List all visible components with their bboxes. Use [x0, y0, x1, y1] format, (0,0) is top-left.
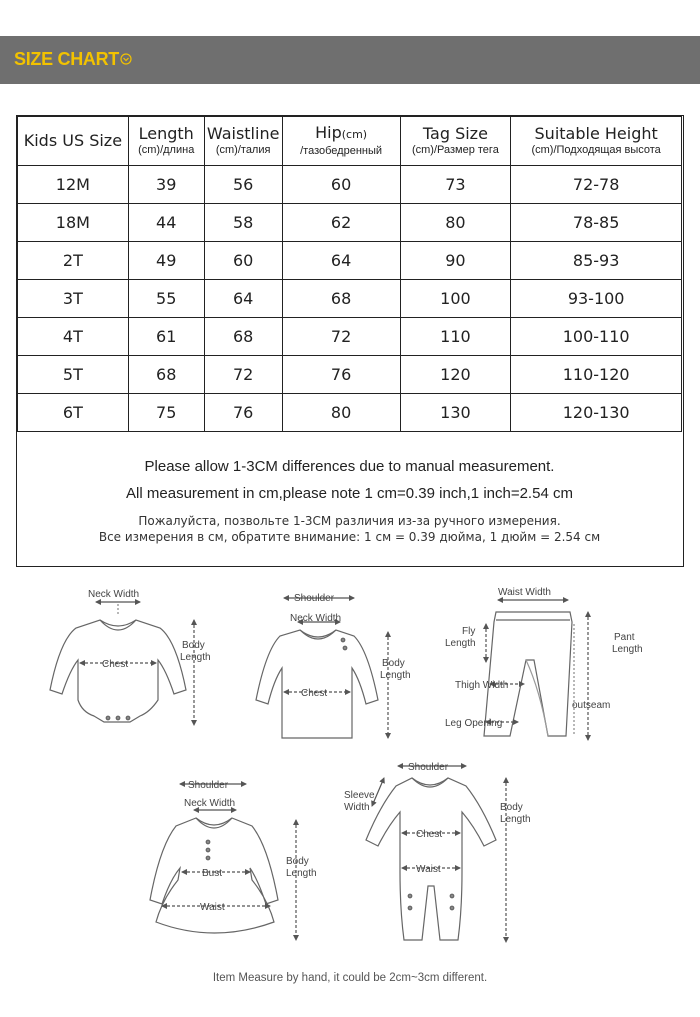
header-length: Length (cm)/длина	[128, 117, 204, 166]
pants-leg-label: Leg Opening	[445, 718, 503, 729]
cell-size: 18M	[18, 204, 129, 242]
cell-length: 75	[128, 394, 204, 432]
cell-length: 68	[128, 356, 204, 394]
romper-body-label: Body	[500, 802, 523, 813]
cell-size: 3T	[18, 280, 129, 318]
header-size: Kids US Size	[18, 117, 129, 166]
shirt-body-label: Body	[382, 658, 405, 669]
note-line-1: Please allow 1-3CM differences due to manual measurement.	[144, 458, 555, 475]
dress-waist-label: Waist	[200, 902, 225, 913]
cell-tag: 73	[400, 166, 511, 204]
cell-length: 55	[128, 280, 204, 318]
cell-waist: 76	[204, 394, 282, 432]
cell-height: 78-85	[511, 204, 682, 242]
bodysuit-neck-label: Neck Width	[88, 589, 140, 600]
pants-fly-label: Fly	[462, 626, 476, 637]
romper-waist-label: Waist	[416, 864, 441, 875]
cell-height: 85-93	[511, 242, 682, 280]
cell-tag: 110	[400, 318, 511, 356]
romper-sleeve-label: Sleeve	[344, 790, 375, 801]
pants-pant-label: Pant	[614, 632, 635, 643]
cell-hip: 64	[282, 242, 400, 280]
bodysuit-chest-label: Chest	[102, 659, 129, 670]
header-tag-size: Tag Size (cm)/Размер тега	[400, 117, 511, 166]
header-title: SIZE CHART	[14, 49, 120, 69]
romper-length-label: Length	[500, 814, 531, 825]
cell-hip: 76	[282, 356, 400, 394]
note-line-3: Пожалуйста, позвольте 1-3CM различия из-за ручного измерения.	[138, 514, 561, 528]
cell-length: 39	[128, 166, 204, 204]
cell-height: 110-120	[511, 356, 682, 394]
cell-hip: 62	[282, 204, 400, 242]
cell-waist: 58	[204, 204, 282, 242]
shirt-chest-label: Chest	[301, 688, 328, 699]
cell-waist: 72	[204, 356, 282, 394]
bodysuit-body-label: Body	[182, 640, 205, 651]
cell-waist: 60	[204, 242, 282, 280]
dress-neck-label: Neck Width	[184, 798, 236, 809]
bodysuit-length-label: Length	[180, 652, 211, 663]
cell-tag: 80	[400, 204, 511, 242]
note-line-2: All measurement in cm,please note 1 cm=0.39 inch,1 inch=2.54 cm	[126, 485, 573, 502]
romper-diagram	[366, 766, 506, 942]
cell-size: 6T	[18, 394, 129, 432]
shirt-neck-label: Neck Width	[290, 613, 342, 624]
pants-thigh-label: Thigh Width	[455, 680, 509, 691]
romper-chest-label: Chest	[416, 829, 443, 840]
cell-height: 72-78	[511, 166, 682, 204]
pants-outseam-label: outseam	[572, 700, 611, 711]
cell-size: 4T	[18, 318, 129, 356]
romper-shoulder-label: Shoulder	[408, 762, 449, 773]
header-waistline: Waistline (cm)/талия	[204, 117, 282, 166]
cell-tag: 90	[400, 242, 511, 280]
romper-sleeve-width-label: Width	[344, 802, 370, 813]
pants-fly-length-label: Length	[445, 638, 476, 649]
pants-pant-length-label: Length	[612, 644, 643, 655]
cell-waist: 64	[204, 280, 282, 318]
cell-tag: 130	[400, 394, 511, 432]
cell-size: 5T	[18, 356, 129, 394]
dress-body-label: Body	[286, 856, 309, 867]
cell-hip: 68	[282, 280, 400, 318]
dress-bust-label: Bust	[202, 868, 223, 879]
cell-waist: 68	[204, 318, 282, 356]
cell-hip: 60	[282, 166, 400, 204]
dress-shoulder-label: Shoulder	[188, 780, 229, 791]
cell-length: 61	[128, 318, 204, 356]
dress-length-label: Length	[286, 868, 317, 879]
cell-waist: 56	[204, 166, 282, 204]
cell-height: 120-130	[511, 394, 682, 432]
cell-hip: 72	[282, 318, 400, 356]
note-line-4: Все измерения в см, обратите внимание: 1 см = 0.39 дюйма, 1 дюйм = 2.54 см	[98, 530, 601, 544]
cell-tag: 120	[400, 356, 511, 394]
cell-hip: 80	[282, 394, 400, 432]
cell-height: 100-110	[511, 318, 682, 356]
cell-length: 49	[128, 242, 204, 280]
pants-waist-label: Waist Width	[498, 587, 551, 598]
shirt-length-label: Length	[380, 670, 411, 681]
header-hip: Hip(cm) /тазобедренный	[282, 117, 400, 166]
cell-length: 44	[128, 204, 204, 242]
shirt-shoulder-label: Shoulder	[294, 593, 335, 604]
cell-size: 2T	[18, 242, 129, 280]
footer-note: Item Measure by hand, it could be 2cm~3cm different.	[212, 972, 488, 984]
cell-size: 12M	[18, 166, 129, 204]
cell-height: 93-100	[511, 280, 682, 318]
header-suitable-height: Suitable Height (cm)/Подходящая высота	[511, 117, 682, 166]
cell-tag: 100	[400, 280, 511, 318]
